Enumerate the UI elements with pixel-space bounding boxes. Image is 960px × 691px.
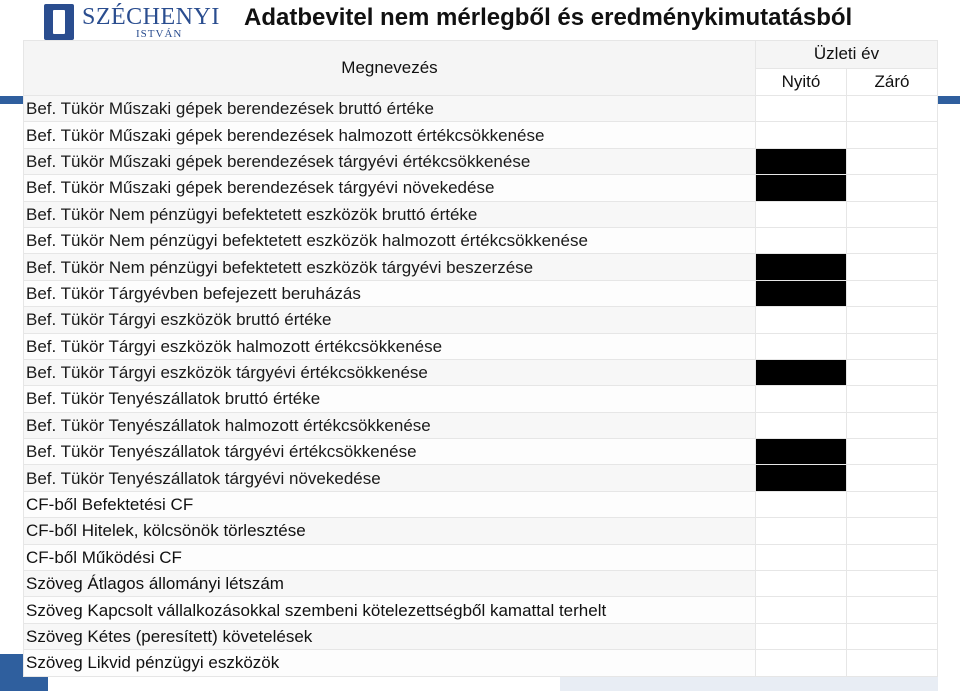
closing-input-cell[interactable]: [847, 518, 938, 544]
table-row: [24, 571, 938, 597]
row-label: Bef. Tükör Műszaki gépek berendezések bruttó értéke: [24, 96, 756, 122]
closing-input-cell[interactable]: [847, 465, 938, 491]
table-row: [24, 280, 938, 306]
row-label: Bef. Tükör Tenyészállatok tárgyévi értékcsökkenése: [24, 439, 756, 465]
opening-cell-disabled: [756, 359, 847, 385]
row-label: Bef. Tükör Nem pénzügyi befektetett eszközök tárgyévi beszerzése: [24, 254, 756, 280]
page-title: Adatbevitel nem mérlegből és eredménykimutatásból: [244, 4, 853, 31]
logo-emblem-icon: [44, 4, 74, 40]
row-label: CF-ből Működési CF: [24, 544, 756, 570]
table-row: [24, 148, 938, 174]
opening-cell-disabled: [756, 175, 847, 201]
column-header-closing: Záró: [847, 68, 938, 96]
closing-input-cell[interactable]: [847, 280, 938, 306]
opening-input-cell[interactable]: [756, 544, 847, 570]
row-label: Bef. Tükör Műszaki gépek berendezések tárgyévi növekedése: [24, 175, 756, 201]
closing-input-cell[interactable]: [847, 122, 938, 148]
opening-input-cell[interactable]: [756, 96, 847, 122]
row-label: Bef. Tükör Tenyészállatok halmozott értékcsökkenése: [24, 412, 756, 438]
row-label: Bef. Tükör Tárgyi eszközök bruttó értéke: [24, 307, 756, 333]
closing-input-cell[interactable]: [847, 623, 938, 649]
table-row: [24, 254, 938, 280]
row-label: Bef. Tükör Tenyészállatok tárgyévi növekedése: [24, 465, 756, 491]
opening-input-cell[interactable]: [756, 227, 847, 253]
table-row: [24, 623, 938, 649]
table-row: [24, 359, 938, 385]
table-row: [24, 412, 938, 438]
closing-input-cell[interactable]: [847, 597, 938, 623]
closing-input-cell[interactable]: [847, 96, 938, 122]
closing-input-cell[interactable]: [847, 650, 938, 676]
column-header-name: Megnevezés: [24, 41, 756, 96]
column-header-opening: Nyitó: [756, 68, 847, 96]
column-header-business-year: Üzleti év: [756, 41, 938, 69]
logo-subtext: ISTVÁN: [136, 28, 183, 40]
row-label: CF-ből Befektetési CF: [24, 491, 756, 517]
left-accent-stripe: [0, 96, 24, 104]
opening-cell-disabled: [756, 148, 847, 174]
table-row: [24, 597, 938, 623]
table-row: [24, 544, 938, 570]
opening-input-cell[interactable]: [756, 333, 847, 359]
closing-input-cell[interactable]: [847, 439, 938, 465]
opening-input-cell[interactable]: [756, 412, 847, 438]
opening-cell-disabled: [756, 254, 847, 280]
opening-cell-disabled: [756, 439, 847, 465]
row-label: Bef. Tükör Műszaki gépek berendezések tárgyévi értékcsökkenése: [24, 148, 756, 174]
table-row: [24, 650, 938, 676]
closing-input-cell[interactable]: [847, 412, 938, 438]
opening-cell-disabled: [756, 280, 847, 306]
row-label: Bef. Tükör Nem pénzügyi befektetett eszközök bruttó értéke: [24, 201, 756, 227]
logo-text: SZÉCHENYI: [82, 4, 220, 30]
row-label: Bef. Tükör Műszaki gépek berendezések halmozott értékcsökkenése: [24, 122, 756, 148]
table-row: [24, 175, 938, 201]
university-logo: [44, 4, 240, 44]
closing-input-cell[interactable]: [847, 175, 938, 201]
closing-input-cell[interactable]: [847, 571, 938, 597]
opening-input-cell[interactable]: [756, 597, 847, 623]
opening-input-cell[interactable]: [756, 307, 847, 333]
opening-input-cell[interactable]: [756, 518, 847, 544]
closing-input-cell[interactable]: [847, 148, 938, 174]
table-row: [24, 465, 938, 491]
data-entry-table: [23, 40, 938, 677]
table-row: [24, 386, 938, 412]
closing-input-cell[interactable]: [847, 254, 938, 280]
opening-input-cell[interactable]: [756, 650, 847, 676]
right-accent-stripe: [938, 96, 960, 104]
opening-input-cell[interactable]: [756, 122, 847, 148]
table-row: [24, 333, 938, 359]
closing-input-cell[interactable]: [847, 491, 938, 517]
table-row: [24, 96, 938, 122]
row-label: Bef. Tükör Nem pénzügyi befektetett eszközök halmozott értékcsökkenése: [24, 227, 756, 253]
table-row: [24, 307, 938, 333]
closing-input-cell[interactable]: [847, 359, 938, 385]
table-row: [24, 227, 938, 253]
table-row: [24, 439, 938, 465]
opening-input-cell[interactable]: [756, 491, 847, 517]
row-label: Bef. Tükör Tenyészállatok bruttó értéke: [24, 386, 756, 412]
opening-input-cell[interactable]: [756, 201, 847, 227]
opening-input-cell[interactable]: [756, 623, 847, 649]
opening-cell-disabled: [756, 465, 847, 491]
row-label: CF-ből Hitelek, kölcsönök törlesztése: [24, 518, 756, 544]
closing-input-cell[interactable]: [847, 386, 938, 412]
row-label: Bef. Tükör Tárgyi eszközök tárgyévi értékcsökkenése: [24, 359, 756, 385]
opening-input-cell[interactable]: [756, 571, 847, 597]
row-label: Bef. Tükör Tárgyi eszközök halmozott értékcsökkenése: [24, 333, 756, 359]
closing-input-cell[interactable]: [847, 544, 938, 570]
closing-input-cell[interactable]: [847, 201, 938, 227]
row-label: Szöveg Átlagos állományi létszám: [24, 571, 756, 597]
table-row: [24, 491, 938, 517]
opening-input-cell[interactable]: [756, 386, 847, 412]
closing-input-cell[interactable]: [847, 227, 938, 253]
row-label: Szöveg Kapcsolt vállalkozásokkal szembeni kötelezettségből kamattal terhelt: [24, 597, 756, 623]
table-row: [24, 201, 938, 227]
row-label: Bef. Tükör Tárgyévben befejezett beruházás: [24, 280, 756, 306]
closing-input-cell[interactable]: [847, 333, 938, 359]
row-label: Szöveg Kétes (peresített) követelések: [24, 623, 756, 649]
row-label: Szöveg Likvid pénzügyi eszközök: [24, 650, 756, 676]
table-row: [24, 518, 938, 544]
table-row: [24, 122, 938, 148]
closing-input-cell[interactable]: [847, 307, 938, 333]
